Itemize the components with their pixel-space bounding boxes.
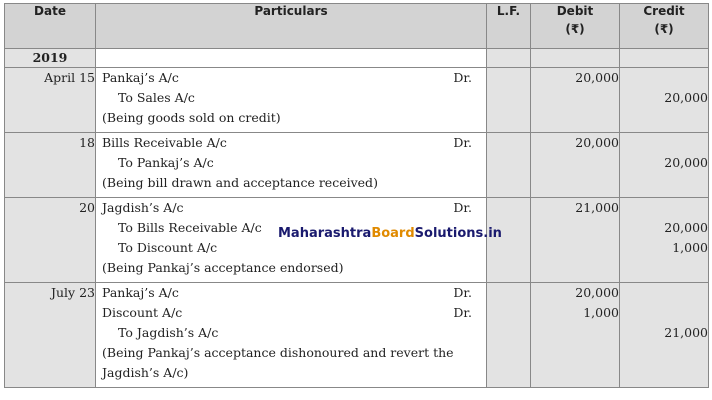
- credit-amount: 20,000: [664, 90, 708, 105]
- credit-account: To Pankaj’s A/c: [118, 155, 214, 170]
- narration: (Being goods sold on credit): [102, 110, 281, 125]
- entry-particulars: [96, 133, 487, 198]
- debit-account: Bills Receivable A/c Dr.: [96, 133, 486, 153]
- entry-date-cell: [5, 68, 96, 133]
- dr-label: Dr.: [453, 305, 472, 320]
- dr-label: Dr.: [453, 135, 472, 150]
- entry-particulars: [96, 68, 487, 133]
- credit-amount: 20,000: [664, 220, 708, 235]
- header-credit-currency: (₹): [654, 22, 674, 36]
- entry-date-cell: [5, 198, 96, 283]
- debit-amount: 21,000: [575, 200, 619, 215]
- header-debit: [531, 4, 620, 49]
- credit-amount: 1,000: [672, 240, 708, 255]
- journal-entry: [5, 133, 709, 198]
- entry-date-cell: [5, 133, 96, 198]
- narration: (Being Pankaj’s acceptance endorsed): [102, 260, 344, 275]
- watermark-logo: MaharashtraBoardSolutions.in: [278, 226, 502, 241]
- header-date: Date: [5, 4, 96, 49]
- journal-entry: [5, 68, 709, 133]
- year-label: 2019: [32, 50, 68, 65]
- credit-account: To Sales A/c: [118, 90, 195, 105]
- debit-account: Pankaj’s A/c Dr.: [96, 68, 486, 88]
- debit-amount: 1,000: [583, 305, 619, 320]
- header-lf: L.F.: [487, 4, 531, 49]
- entry-date: 20: [79, 200, 95, 215]
- entry-lf: [487, 68, 531, 133]
- entry-date: April 15: [44, 70, 95, 85]
- entry-particulars: [96, 283, 487, 388]
- credit-account: To Bills Receivable A/c: [118, 220, 262, 235]
- debit-amount: 20,000: [575, 135, 619, 150]
- dr-label: Dr.: [453, 200, 472, 215]
- debit-amount: 20,000: [575, 285, 619, 300]
- journal-table: [4, 3, 709, 388]
- credit-amount: 20,000: [664, 155, 708, 170]
- entry-credit-amounts: [620, 68, 709, 133]
- entry-date: 18: [79, 135, 95, 150]
- header-debit-label: Debit: [556, 4, 594, 18]
- debit-account: Discount A/c Dr.: [96, 303, 486, 323]
- header-particulars: Particulars: [96, 4, 487, 49]
- year-cell: [5, 49, 96, 68]
- debit-account: Pankaj’s A/c Dr.: [96, 283, 486, 303]
- credit-account: To Jagdish’s A/c: [118, 325, 219, 340]
- dr-label: Dr.: [453, 285, 472, 300]
- debit-amount: 20,000: [575, 70, 619, 85]
- narration: Jagdish’s A/c): [102, 365, 189, 380]
- credit-amount: 21,000: [664, 325, 708, 340]
- journal-entry: [5, 283, 709, 388]
- narration: (Being bill drawn and acceptance received): [102, 175, 378, 190]
- header-debit-currency: (₹): [565, 22, 585, 36]
- narration: (Being Pankaj’s acceptance dishonoured and revert the: [102, 345, 454, 360]
- header-row: [5, 4, 709, 49]
- year-row: [5, 49, 709, 68]
- entry-debit-amounts: [531, 68, 620, 133]
- header-credit: [620, 4, 709, 49]
- debit-account: Jagdish’s A/c Dr.: [96, 198, 486, 218]
- entry-date-cell: [5, 283, 96, 388]
- dr-label: Dr.: [453, 70, 472, 85]
- entry-date: July 23: [50, 285, 95, 300]
- credit-account: To Discount A/c: [118, 240, 218, 255]
- header-credit-label: Credit: [643, 4, 685, 18]
